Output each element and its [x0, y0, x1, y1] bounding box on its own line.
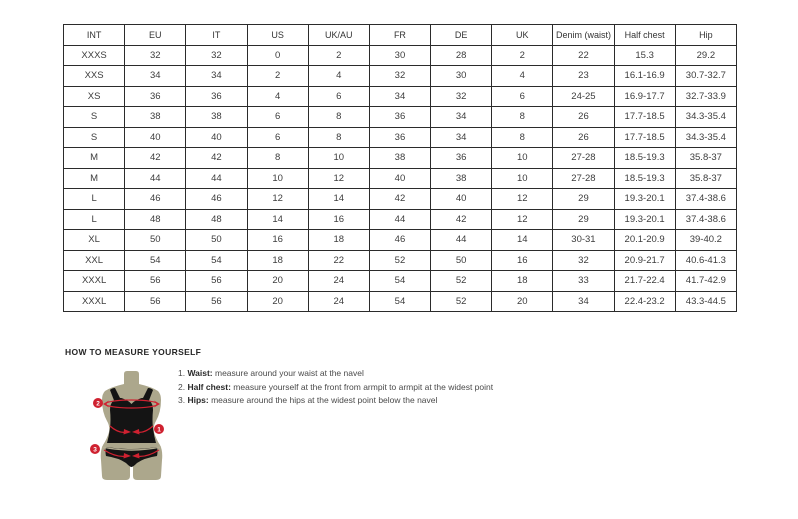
- marker-waist-number: 1: [157, 426, 161, 434]
- table-cell: 4: [247, 86, 308, 107]
- table-cell: 37.4-38.6: [675, 209, 736, 230]
- table-cell: XS: [64, 86, 125, 107]
- table-cell: 44: [125, 168, 186, 189]
- step-term: Half chest:: [187, 381, 231, 392]
- table-cell: 15.3: [614, 45, 675, 66]
- table-cell: 32: [125, 45, 186, 66]
- table-row: [64, 189, 737, 210]
- table-cell: 27-28: [553, 148, 614, 169]
- table-cell: 36: [369, 127, 430, 148]
- table-cell: 29: [553, 209, 614, 230]
- table-cell: 37.4-38.6: [675, 189, 736, 210]
- table-cell: 54: [369, 271, 430, 292]
- table-cell: 20: [492, 291, 553, 312]
- marker-hips-number: 3: [93, 446, 97, 454]
- table-cell: XXXL: [64, 271, 125, 292]
- table-cell: 52: [369, 250, 430, 271]
- table-cell: 54: [125, 250, 186, 271]
- table-cell: 16: [308, 209, 369, 230]
- table-cell: 12: [492, 209, 553, 230]
- table-cell: 22: [308, 250, 369, 271]
- table-cell: 33: [553, 271, 614, 292]
- table-cell: 46: [186, 189, 247, 210]
- table-cell: S: [64, 127, 125, 148]
- table-row: [64, 86, 737, 107]
- table-cell: 20.1-20.9: [614, 230, 675, 251]
- size-chart-table: [63, 24, 737, 312]
- table-cell: 14: [247, 209, 308, 230]
- table-cell: 36: [431, 148, 492, 169]
- table-row: [64, 66, 737, 87]
- table-row: [64, 127, 737, 148]
- table-cell: 42: [369, 189, 430, 210]
- column-header: DE: [431, 25, 492, 46]
- table-cell: 32: [553, 250, 614, 271]
- table-cell: 17.7-18.5: [614, 107, 675, 128]
- measure-step-half-chest: [178, 381, 493, 395]
- column-header: INT: [64, 25, 125, 46]
- table-cell: 34.3-35.4: [675, 107, 736, 128]
- measure-step-hips: [178, 394, 493, 408]
- table-cell: 14: [492, 230, 553, 251]
- table-cell: 29.2: [675, 45, 736, 66]
- table-cell: 40: [186, 127, 247, 148]
- table-row: [64, 250, 737, 271]
- table-cell: 18: [492, 271, 553, 292]
- table-cell: 34: [186, 66, 247, 87]
- table-cell: 41.7-42.9: [675, 271, 736, 292]
- table-cell: 17.7-18.5: [614, 127, 675, 148]
- table-cell: 8: [308, 127, 369, 148]
- table-row: [64, 230, 737, 251]
- table-cell: XL: [64, 230, 125, 251]
- table-cell: 36: [369, 107, 430, 128]
- table-cell: 18.5-19.3: [614, 168, 675, 189]
- table-cell: 12: [308, 168, 369, 189]
- table-row: [64, 168, 737, 189]
- table-cell: 24: [308, 271, 369, 292]
- table-cell: 8: [308, 107, 369, 128]
- table-cell: 30.7-32.7: [675, 66, 736, 87]
- table-cell: 12: [247, 189, 308, 210]
- table-cell: 34: [125, 66, 186, 87]
- table-cell: 24: [308, 291, 369, 312]
- table-cell: 50: [431, 250, 492, 271]
- table-row: [64, 209, 737, 230]
- table-cell: 8: [492, 107, 553, 128]
- header-row: [64, 25, 737, 46]
- table-cell: 6: [308, 86, 369, 107]
- column-header: Hip: [675, 25, 736, 46]
- column-header: FR: [369, 25, 430, 46]
- table-cell: 56: [125, 271, 186, 292]
- table-cell: 20.9-21.7: [614, 250, 675, 271]
- table-cell: 35.8-37: [675, 168, 736, 189]
- table-cell: M: [64, 168, 125, 189]
- table-cell: 19.3-20.1: [614, 209, 675, 230]
- table-cell: 43.3-44.5: [675, 291, 736, 312]
- table-cell: 22.4-23.2: [614, 291, 675, 312]
- table-cell: 36: [125, 86, 186, 107]
- step-number: 2.: [178, 381, 188, 392]
- table-cell: 34: [369, 86, 430, 107]
- table-cell: 32.7-33.9: [675, 86, 736, 107]
- table-cell: 30: [369, 45, 430, 66]
- step-number: 3.: [178, 395, 188, 406]
- table-cell: 38: [431, 168, 492, 189]
- table-cell: S: [64, 107, 125, 128]
- table-cell: 26: [553, 107, 614, 128]
- table-cell: 48: [186, 209, 247, 230]
- measure-step-waist: [178, 367, 493, 381]
- table-cell: 56: [186, 291, 247, 312]
- table-cell: 39-40.2: [675, 230, 736, 251]
- table-cell: 44: [369, 209, 430, 230]
- table-row: [64, 148, 737, 169]
- table-cell: 29: [553, 189, 614, 210]
- table-cell: 10: [308, 148, 369, 169]
- table-cell: 38: [369, 148, 430, 169]
- table-cell: 16: [492, 250, 553, 271]
- table-cell: 4: [308, 66, 369, 87]
- table-cell: 26: [553, 127, 614, 148]
- table-cell: 32: [369, 66, 430, 87]
- table-cell: 24-25: [553, 86, 614, 107]
- table-cell: 20: [247, 291, 308, 312]
- table-cell: 18.5-19.3: [614, 148, 675, 169]
- table-cell: 42: [431, 209, 492, 230]
- table-cell: 52: [431, 291, 492, 312]
- table-cell: 18: [308, 230, 369, 251]
- table-cell: XXXL: [64, 291, 125, 312]
- table-cell: 34: [431, 107, 492, 128]
- table-cell: 35.8-37: [675, 148, 736, 169]
- table-cell: 32: [186, 45, 247, 66]
- column-header: Denim (waist): [553, 25, 614, 46]
- table-cell: 50: [125, 230, 186, 251]
- table-cell: 19.3-20.1: [614, 189, 675, 210]
- measure-section-title: HOW TO MEASURE YOURSELF: [65, 347, 202, 357]
- table-row: [64, 291, 737, 312]
- table-cell: 16: [247, 230, 308, 251]
- table-cell: 6: [492, 86, 553, 107]
- table-cell: 0: [247, 45, 308, 66]
- step-text: measure around your waist at the navel: [212, 368, 364, 378]
- table-cell: 44: [431, 230, 492, 251]
- table-cell: 2: [247, 66, 308, 87]
- table-row: [64, 45, 737, 66]
- table-cell: 52: [431, 271, 492, 292]
- table-cell: L: [64, 209, 125, 230]
- table-cell: 14: [308, 189, 369, 210]
- table-cell: 34.3-35.4: [675, 127, 736, 148]
- table-cell: 28: [431, 45, 492, 66]
- table-cell: 16.9-17.7: [614, 86, 675, 107]
- table-cell: 56: [125, 291, 186, 312]
- table-cell: 10: [247, 168, 308, 189]
- table-cell: 42: [186, 148, 247, 169]
- table-cell: 10: [492, 168, 553, 189]
- table-cell: 10: [492, 148, 553, 169]
- table-cell: 48: [125, 209, 186, 230]
- table-cell: 50: [186, 230, 247, 251]
- table-cell: 40: [125, 127, 186, 148]
- step-number: 1.: [178, 368, 188, 378]
- table-cell: XXXS: [64, 45, 125, 66]
- table-row: [64, 107, 737, 128]
- table-cell: 36: [186, 86, 247, 107]
- marker-hips: [90, 444, 100, 454]
- step-text: measure around the hips at the widest point below the navel: [208, 395, 438, 406]
- step-term: Waist:: [187, 368, 213, 378]
- table-cell: 20: [247, 271, 308, 292]
- table-cell: 23: [553, 66, 614, 87]
- measure-steps: [178, 367, 493, 408]
- step-text: measure yourself at the front from armpit to armpit at the widest point: [230, 381, 494, 392]
- column-header: US: [247, 25, 308, 46]
- table-cell: 6: [247, 127, 308, 148]
- swimsuit-top: [107, 398, 156, 443]
- table-cell: 18: [247, 250, 308, 271]
- marker-waist: [154, 424, 164, 434]
- table-row: [64, 271, 737, 292]
- table-cell: 2: [308, 45, 369, 66]
- table-cell: 8: [247, 148, 308, 169]
- table-cell: 21.7-22.4: [614, 271, 675, 292]
- table-cell: 46: [125, 189, 186, 210]
- table-cell: 40: [369, 168, 430, 189]
- table-cell: 46: [369, 230, 430, 251]
- table-cell: 16.1-16.9: [614, 66, 675, 87]
- table-cell: 54: [369, 291, 430, 312]
- table-cell: 4: [492, 66, 553, 87]
- measurement-figure: [84, 368, 180, 484]
- table-cell: L: [64, 189, 125, 210]
- table-cell: XXS: [64, 66, 125, 87]
- column-header: Half chest: [614, 25, 675, 46]
- table-cell: 42: [125, 148, 186, 169]
- table-cell: 30: [431, 66, 492, 87]
- table-cell: 34: [553, 291, 614, 312]
- table-cell: M: [64, 148, 125, 169]
- marker-chest: [93, 398, 103, 408]
- table-cell: XXL: [64, 250, 125, 271]
- table-cell: 27-28: [553, 168, 614, 189]
- column-header: EU: [125, 25, 186, 46]
- table-cell: 22: [553, 45, 614, 66]
- marker-chest-number: 2: [96, 400, 100, 408]
- column-header: UK/AU: [308, 25, 369, 46]
- step-term: Hips:: [187, 395, 209, 406]
- table-cell: 6: [247, 107, 308, 128]
- column-header: IT: [186, 25, 247, 46]
- table-cell: 38: [125, 107, 186, 128]
- table-cell: 44: [186, 168, 247, 189]
- table-cell: 12: [492, 189, 553, 210]
- table-cell: 54: [186, 250, 247, 271]
- table-cell: 2: [492, 45, 553, 66]
- table-cell: 34: [431, 127, 492, 148]
- table-cell: 30-31: [553, 230, 614, 251]
- table-cell: 40.6-41.3: [675, 250, 736, 271]
- table-cell: 38: [186, 107, 247, 128]
- column-header: UK: [492, 25, 553, 46]
- table-cell: 8: [492, 127, 553, 148]
- mannequin-illustration: [84, 368, 180, 484]
- size-chart-body: [64, 45, 737, 312]
- table-cell: 32: [431, 86, 492, 107]
- table-cell: 40: [431, 189, 492, 210]
- table-cell: 56: [186, 271, 247, 292]
